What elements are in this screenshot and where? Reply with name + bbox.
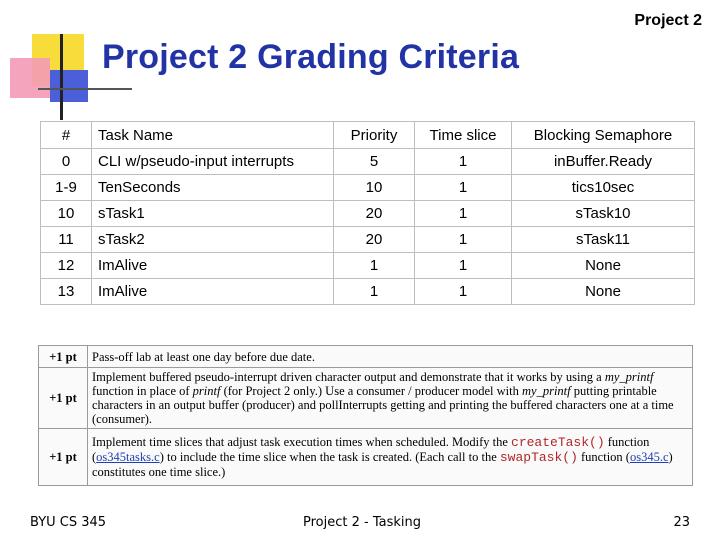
table-row [41, 227, 695, 253]
criteria-row [39, 429, 693, 486]
criteria-text-part: function in place of [92, 384, 193, 398]
cell-priority: 20 [334, 201, 415, 227]
cell-task-name: sTask2 [92, 227, 334, 253]
cell-task-name: CLI w/pseudo-input interrupts [92, 149, 334, 175]
criteria-text-part: (for Project 2 only.) Use a consumer / producer model with [220, 384, 523, 398]
cell-priority: 20 [334, 227, 415, 253]
page-number: 23 [673, 515, 690, 530]
os345-link[interactable]: os345.c [629, 450, 669, 464]
decorative-pink-square [10, 58, 50, 98]
cell-number: 11 [41, 227, 92, 253]
criteria-text: Pass-off lab at least one day before due date. [88, 346, 693, 368]
cell-priority: 10 [334, 175, 415, 201]
cell-time-slice: 1 [415, 227, 512, 253]
cell-time-slice: 1 [415, 201, 512, 227]
project-label: Project 2 [634, 12, 702, 29]
my-printf-term: my_printf [522, 384, 571, 398]
header-priority: Priority [334, 122, 415, 149]
criteria-text [88, 368, 693, 429]
footer-course: BYU CS 345 [30, 515, 107, 530]
table-row [41, 279, 695, 305]
cell-priority: 1 [334, 279, 415, 305]
grading-criteria-table [38, 345, 693, 486]
criteria-text-part: function ( [577, 450, 630, 464]
cell-priority: 5 [334, 149, 415, 175]
points-cell: +1 pt [39, 368, 88, 429]
cell-task-name: ImAlive [92, 253, 334, 279]
cell-semaphore: inBuffer.Ready [512, 149, 695, 175]
table-row [41, 149, 695, 175]
header-task-name: Task Name [92, 122, 334, 149]
points-cell: +1 pt [39, 429, 88, 486]
table-row [41, 201, 695, 227]
cell-time-slice: 1 [415, 279, 512, 305]
criteria-text-part: putting printable characters in an output buffer (producer) and pollInterrupts getting and printing the buffered characters one at a time (consumer). [92, 384, 674, 426]
printf-term: printf [192, 384, 221, 398]
criteria-row [39, 346, 693, 368]
cell-number: 0 [41, 149, 92, 175]
header-time-slice: Time slice [415, 122, 512, 149]
criteria-text-part: function ( [92, 435, 650, 464]
create-task-code: createTask() [511, 435, 605, 450]
criteria-text-part: Implement time slices that adjust task execution times when scheduled. Modify the [92, 435, 512, 449]
cell-priority: 1 [334, 253, 415, 279]
cell-semaphore: None [512, 279, 695, 305]
cell-semaphore: None [512, 253, 695, 279]
criteria-text-part: Implement buffered pseudo-interrupt driven character output and demonstrate that it works by using a [92, 370, 605, 384]
table-row [41, 175, 695, 201]
cell-number: 1-9 [41, 175, 92, 201]
cell-semaphore: tics10sec [512, 175, 695, 201]
criteria-row [39, 368, 693, 429]
decorative-blue-square [50, 70, 88, 102]
decorative-vertical-line [60, 34, 63, 120]
criteria-text-part: ) to include the time slice when the task is created. (Each call to the [159, 450, 500, 464]
footer-title: Project 2 - Tasking [303, 515, 421, 530]
os345tasks-link[interactable]: os345tasks.c [96, 450, 160, 464]
table-row [41, 253, 695, 279]
page-title: Project 2 Grading Criteria [102, 38, 520, 76]
cell-task-name: sTask1 [92, 201, 334, 227]
task-table-header-row [41, 122, 695, 149]
cell-time-slice: 1 [415, 149, 512, 175]
decorative-horizontal-line [38, 88, 132, 90]
header-blocking-semaphore: Blocking Semaphore [512, 122, 695, 149]
criteria-text-part: ) constitutes one time slice.) [92, 450, 673, 479]
task-table [40, 121, 695, 305]
cell-semaphore: sTask10 [512, 201, 695, 227]
header-number: # [41, 122, 92, 149]
my-printf-term: my_printf [604, 370, 654, 384]
cell-time-slice: 1 [415, 253, 512, 279]
cell-semaphore: sTask11 [512, 227, 695, 253]
points-cell: +1 pt [39, 346, 88, 368]
cell-task-name: TenSeconds [92, 175, 334, 201]
cell-task-name: ImAlive [92, 279, 334, 305]
cell-number: 13 [41, 279, 92, 305]
swap-task-code: swapTask() [499, 450, 578, 465]
cell-time-slice: 1 [415, 175, 512, 201]
cell-number: 12 [41, 253, 92, 279]
cell-number: 10 [41, 201, 92, 227]
criteria-text [88, 429, 693, 486]
